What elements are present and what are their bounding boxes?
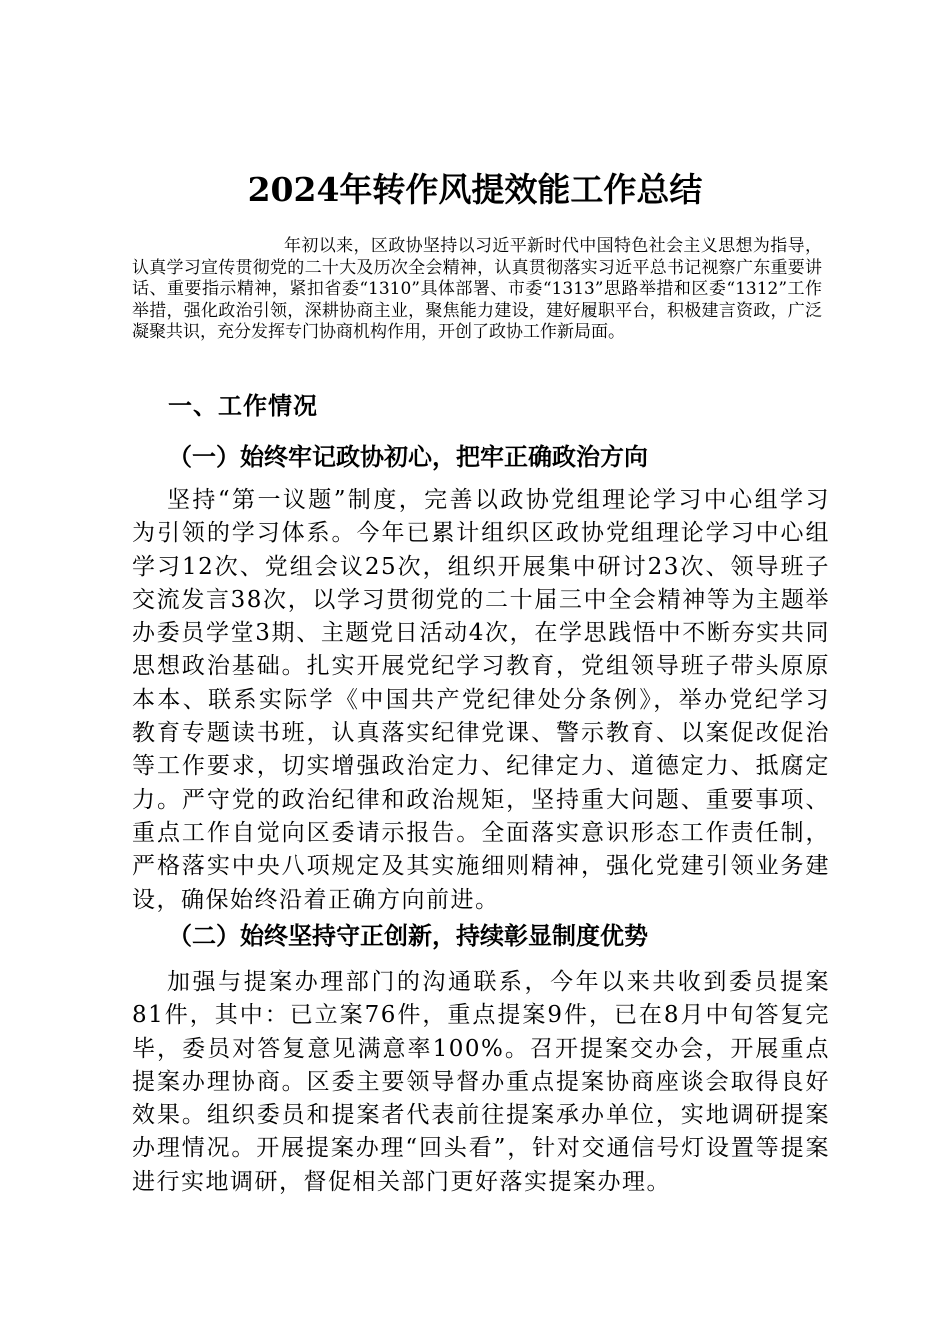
- section-heading: 一、工作情况: [168, 391, 318, 420]
- subsection-heading-1: （一）始终牢记政协初心，把牢正确政治方向: [168, 442, 648, 471]
- subsection-body-1: 坚持“第一议题”制度，完善以政协党组理论学习中心组学习为引领的学习体系。今年已累计组织区政协党组理论学习中心组学习12次、党组会议25次，组织开展集中研讨23次、领导班子交流发言38次，以学习贯彻党的二十届三中全会精神等为主题举办委员学堂3期、主题党日活动4次，在学思践悟中不断夯实共同思想政治基础。扎实开展党纪学习教育，党组领导班子带头原原本本、联系实际学《中国共产党纪律处分条例》，举办党纪学习教育专题读书班，认真落实纪律党课、警示教育、以案促改促治等工作要求，切实增强政治定力、纪律定力、道德定力、抵腐定力。严守党的政治纪律和政治规矩，坚持重大问题、重要事项、重点工作自觉向区委请示报告。全面落实意识形态工作责任制，严格落实中央八项规定及其实施细则精神，强化党建引领业务建设，确保始终沿着正确方向前进。: [132, 487, 830, 913]
- subsection-body-2: 加强与提案办理部门的沟通联系，今年以来共收到委员提案81件，其中：已立案76件，重点提案9件，已在8月中旬答复完毕，委员对答复意见满意率100%。召开提案交办会，开展重点提案办理协商。区委主要领导督办重点提案协商座谈会取得良好效果。组织委员和提案者代表前往提案承办单位，实地调研提案办理情况。开展提案办理“回头看”，针对交通信号灯设置等提案进行实地调研，督促相关部门更好落实提案办理。: [132, 969, 830, 1195]
- document-title: 2024年转作风提效能工作总结: [247, 170, 703, 209]
- subsection-heading-2: （二）始终坚持守正创新，持续彰显制度优势: [168, 921, 648, 950]
- intro-paragraph: 年初以来，区政协坚持以习近平新时代中国特色社会主义思想为指导，认真学习宣传贯彻党的二十大及历次全会精神，认真贯彻落实习近平总书记视察广东重要讲话、重要指示精神，紧扣省委“1310”具体部署、市委“1313”思路举措和区委“1312”工作举措，强化政治引领，深耕协商主业，聚焦能力建设，建好履职平台，积极建言资政，广泛凝聚共识，充分发挥专门协商机构作用，开创了政协工作新局面。: [132, 236, 822, 342]
